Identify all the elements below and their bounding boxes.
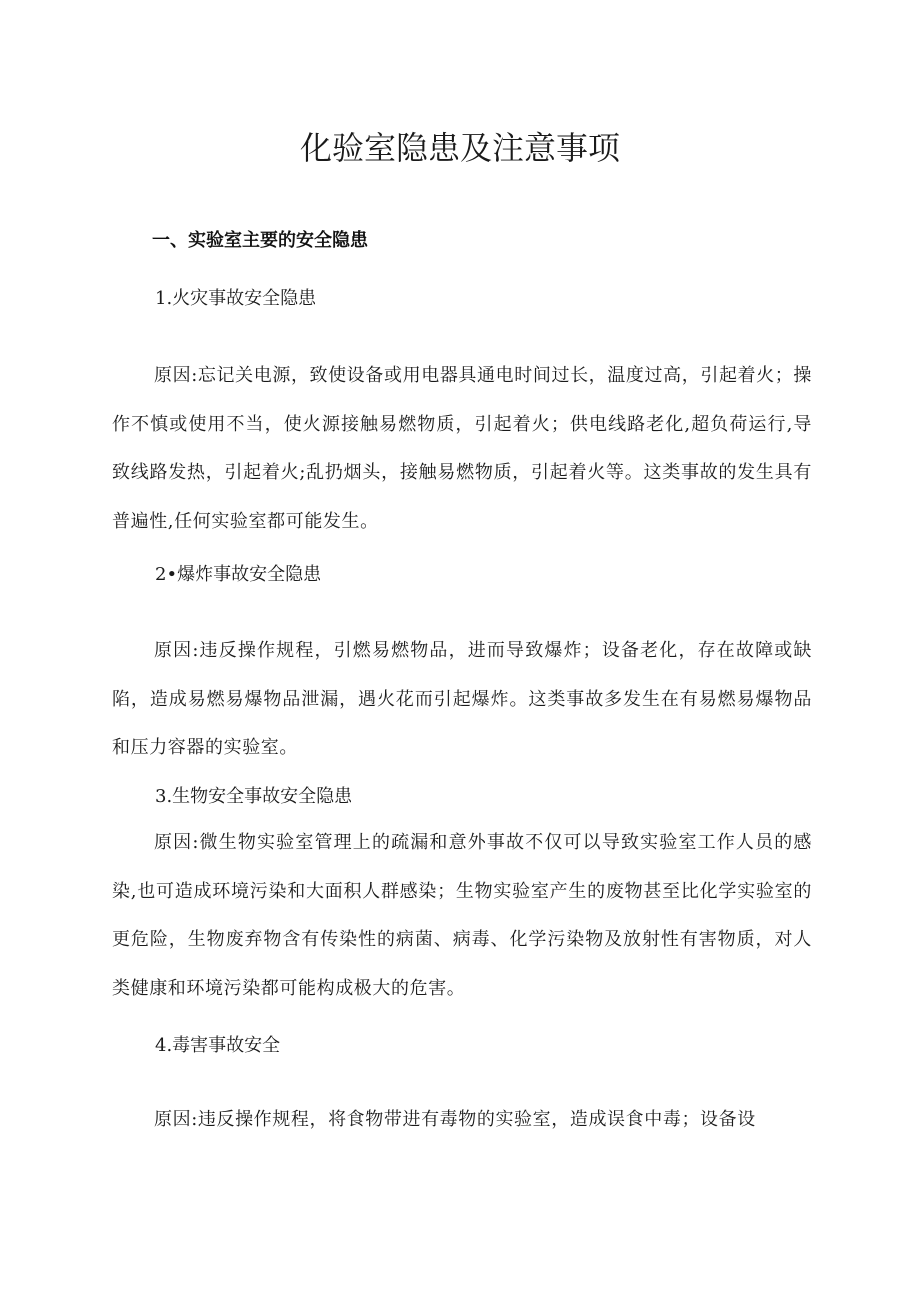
paragraph-explosion: 原因:违反操作规程，引燃易燃物品，进而导致爆炸；设备老化，存在故障或缺陷，造成易燃易爆物品泄漏，遇火花而引起爆炸。这类事故多发生在有易燃易爆物品和压力容器的实验室。	[112, 640, 812, 758]
paragraph-fire: 原因:忘记关电源，致使设备或用电器具通电时间过长，温度过高，引起着火；操作不慎或使用不当，使火源接触易燃物质，引起着火；供电线路老化,超负荷运行,导致线路发热，引起着火;乱扔烟头，接触易燃物质，引起着火等。这类事故的发生具有普遍性,任何实验室都可能发生。	[112, 365, 812, 532]
subsection-title-poison: 4.毒害事故安全	[155, 1035, 281, 1056]
paragraph-poison: 原因:违反操作规程，将食物带进有毒物的实验室，造成误食中毒；设备设	[154, 1109, 756, 1130]
document-title: 化验室隐患及注意事项	[299, 129, 620, 167]
subsection-title-explosion: 2•爆炸事故安全隐患	[155, 564, 322, 585]
subsection-title-fire: 1.火灾事故安全隐患	[155, 288, 317, 309]
paragraph-biosafety: 原因:微生物实验室管理上的疏漏和意外事故不仅可以导致实验室工作人员的感染,也可造成环境污染和大面积人群感染；生物实验室产生的废物甚至比化学实验室的更危险，生物废弃物含有传染性的病菌、病毒、化学污染物及放射性有害物质，对人类健康和环境污染都可能构成极大的危害。	[112, 832, 812, 999]
section-heading: 一、实验室主要的安全隐患	[152, 230, 368, 251]
subsection-title-biosafety: 3.生物安全事故安全隐患	[155, 786, 353, 807]
